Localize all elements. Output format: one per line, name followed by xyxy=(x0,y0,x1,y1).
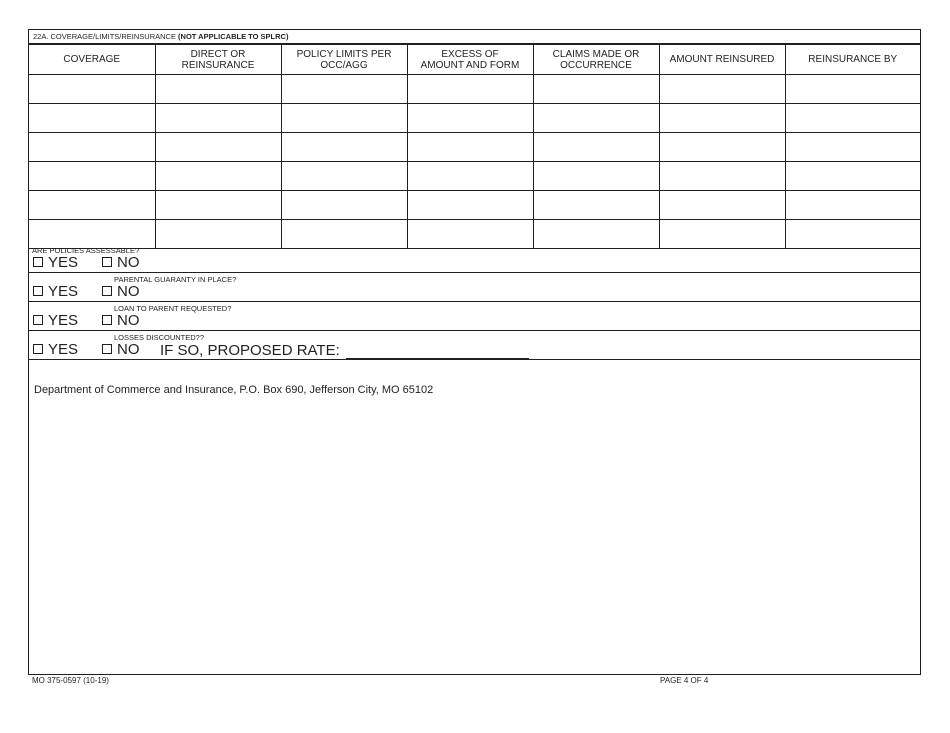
checkbox-icon[interactable] xyxy=(102,257,112,267)
header-policy-limits: POLICY LIMITS PER OCC/AGG xyxy=(281,45,407,75)
header-excess-of: EXCESS OF AMOUNT AND FORM xyxy=(407,45,533,75)
question-assessable-label: ARE POLICIES ASSESSABLE? xyxy=(32,246,140,255)
question-loan xyxy=(29,302,920,331)
cell-coverage[interactable] xyxy=(29,133,155,162)
cell-direct-or-reinsurance[interactable] xyxy=(155,191,281,220)
form-number: MO 375-0597 (10-19) xyxy=(32,676,109,685)
cell-amount-reinsured[interactable] xyxy=(659,191,785,220)
assessable-yes-option[interactable]: YES xyxy=(33,255,78,271)
checkbox-icon[interactable] xyxy=(33,257,43,267)
header-claims-made: CLAIMS MADE OR OCCURRENCE xyxy=(533,45,659,75)
cell-amount-reinsured[interactable] xyxy=(659,133,785,162)
checkbox-icon[interactable] xyxy=(33,315,43,325)
cell-policy-limits[interactable] xyxy=(281,75,407,104)
coverage-table xyxy=(29,44,920,249)
cell-policy-limits[interactable] xyxy=(281,162,407,191)
cell-excess-of[interactable] xyxy=(407,191,533,220)
table-row xyxy=(29,104,920,133)
cell-reinsurance-by[interactable] xyxy=(785,162,920,191)
cell-coverage[interactable] xyxy=(29,104,155,133)
checkbox-icon[interactable] xyxy=(102,344,112,354)
question-loan-label: LOAN TO PARENT REQUESTED? xyxy=(114,304,232,313)
question-losses-label: LOSSES DISCOUNTED?? xyxy=(114,333,205,342)
cell-direct-or-reinsurance[interactable] xyxy=(155,133,281,162)
cell-claims-made[interactable] xyxy=(533,162,659,191)
cell-amount-reinsured[interactable] xyxy=(659,75,785,104)
cell-direct-or-reinsurance[interactable] xyxy=(155,162,281,191)
cell-direct-or-reinsurance[interactable] xyxy=(155,75,281,104)
cell-claims-made[interactable] xyxy=(533,133,659,162)
cell-policy-limits[interactable] xyxy=(281,104,407,133)
guaranty-yes-option[interactable]: YES xyxy=(33,284,78,300)
cell-claims-made[interactable] xyxy=(533,191,659,220)
losses-yes-option[interactable]: YES xyxy=(33,342,78,358)
cell-claims-made[interactable] xyxy=(533,75,659,104)
cell-amount-reinsured[interactable] xyxy=(659,162,785,191)
proposed-rate xyxy=(160,342,529,359)
guaranty-no-option[interactable]: NO xyxy=(102,284,140,300)
checkbox-icon[interactable] xyxy=(33,344,43,354)
cell-coverage[interactable] xyxy=(29,75,155,104)
cell-excess-of[interactable] xyxy=(407,75,533,104)
cell-excess-of[interactable] xyxy=(407,133,533,162)
cell-policy-limits[interactable] xyxy=(281,191,407,220)
cell-excess-of[interactable] xyxy=(407,162,533,191)
cell-policy-limits[interactable] xyxy=(281,133,407,162)
cell-coverage[interactable] xyxy=(29,162,155,191)
checkbox-icon[interactable] xyxy=(33,286,43,296)
section-title xyxy=(29,30,920,44)
table-header-row xyxy=(29,45,920,75)
header-direct-or-reinsurance: DIRECT OR REINSURANCE xyxy=(155,45,281,75)
header-reinsurance-by: REINSURANCE BY xyxy=(785,45,920,75)
cell-reinsurance-by[interactable] xyxy=(785,75,920,104)
checkbox-icon[interactable] xyxy=(102,315,112,325)
loan-no-option[interactable]: NO xyxy=(102,313,140,329)
cell-amount-reinsured[interactable] xyxy=(659,104,785,133)
assessable-no-option[interactable]: NO xyxy=(102,255,140,271)
department-address: Department of Commerce and Insurance, P.O. Box 690, Jefferson City, MO 65102 xyxy=(34,384,434,396)
table-row xyxy=(29,75,920,104)
checkbox-icon[interactable] xyxy=(102,286,112,296)
question-guaranty-label: PARENTAL GUARANTY IN PLACE? xyxy=(114,275,237,284)
page-number: PAGE 4 OF 4 xyxy=(660,676,709,685)
proposed-rate-label: IF SO, PROPOSED RATE: xyxy=(160,342,340,359)
question-guaranty xyxy=(29,273,920,302)
cell-direct-or-reinsurance[interactable] xyxy=(155,104,281,133)
cell-claims-made[interactable] xyxy=(533,104,659,133)
question-assessable xyxy=(29,244,920,273)
cell-reinsurance-by[interactable] xyxy=(785,104,920,133)
losses-no-option[interactable]: NO xyxy=(102,342,140,358)
header-coverage: COVERAGE xyxy=(29,45,155,75)
section-title-note: (NOT APPLICABLE TO SPLRC) xyxy=(178,32,289,41)
table-row xyxy=(29,191,920,220)
header-amount-reinsured: AMOUNT REINSURED xyxy=(659,45,785,75)
cell-coverage[interactable] xyxy=(29,191,155,220)
table-row xyxy=(29,133,920,162)
cell-excess-of[interactable] xyxy=(407,104,533,133)
cell-reinsurance-by[interactable] xyxy=(785,191,920,220)
coverage-form xyxy=(28,29,921,675)
loan-yes-option[interactable]: YES xyxy=(33,313,78,329)
proposed-rate-field[interactable] xyxy=(346,342,529,359)
section-title-prefix: 22A. COVERAGE/LIMITS/REINSURANCE xyxy=(33,32,179,41)
cell-reinsurance-by[interactable] xyxy=(785,133,920,162)
table-row xyxy=(29,162,920,191)
question-losses xyxy=(29,331,920,360)
